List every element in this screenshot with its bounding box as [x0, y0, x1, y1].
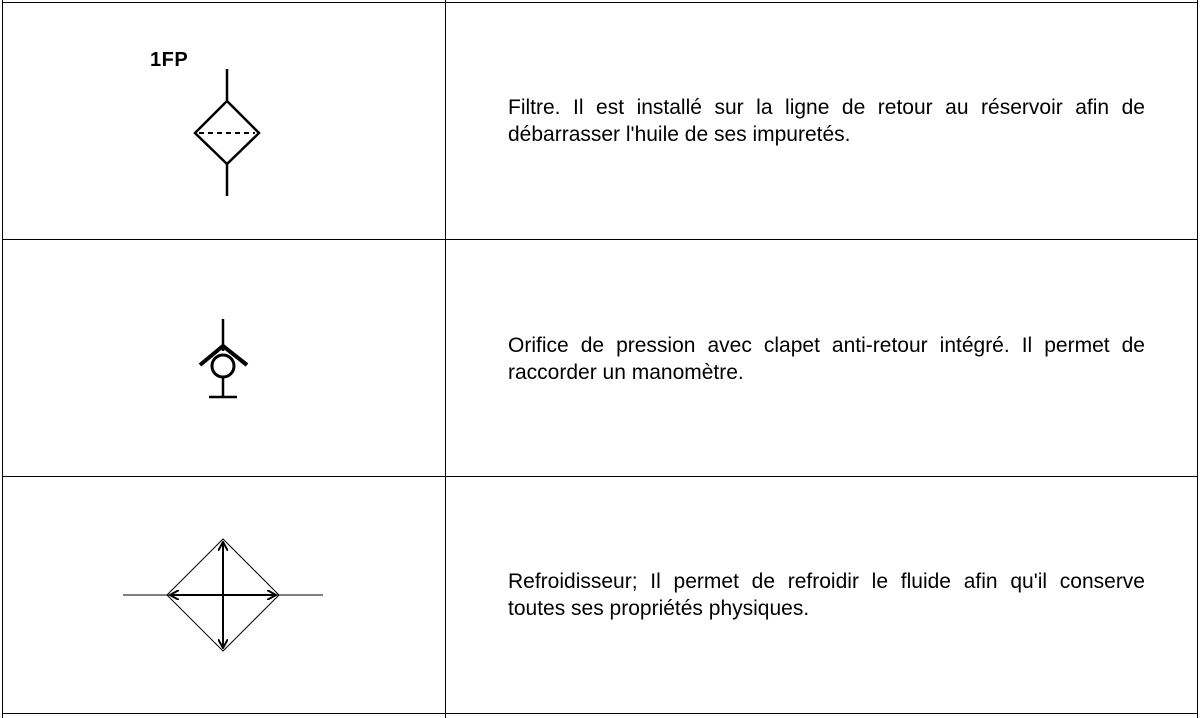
table-row-filter — [0, 2, 1200, 239]
symbol-cell — [0, 239, 445, 476]
pressure-port-check-valve-icon — [0, 239, 445, 476]
row-divider — [2, 713, 1198, 714]
cooler-icon — [0, 476, 445, 713]
description-cooler: Refroidisseur; Il permet de refroidir le fluide afin qu'il conserve toutes ses propriétés physiques. — [508, 570, 1145, 620]
table-row-cooler — [0, 476, 1200, 713]
description-pressure-port: Orifice de pression avec clapet anti-retour intégré. Il permet de raccorder un manomètre. — [508, 334, 1145, 384]
filter-icon — [0, 2, 445, 239]
table-row-pressure-port — [0, 239, 1200, 476]
symbol-cell — [0, 476, 445, 713]
symbol-cell — [0, 2, 445, 239]
component-label: 1FP — [150, 49, 189, 71]
description-filter: Filtre. Il est installé sur la ligne de retour au réservoir afin de débarrasser l'huile de ses impuretés. — [508, 96, 1145, 146]
